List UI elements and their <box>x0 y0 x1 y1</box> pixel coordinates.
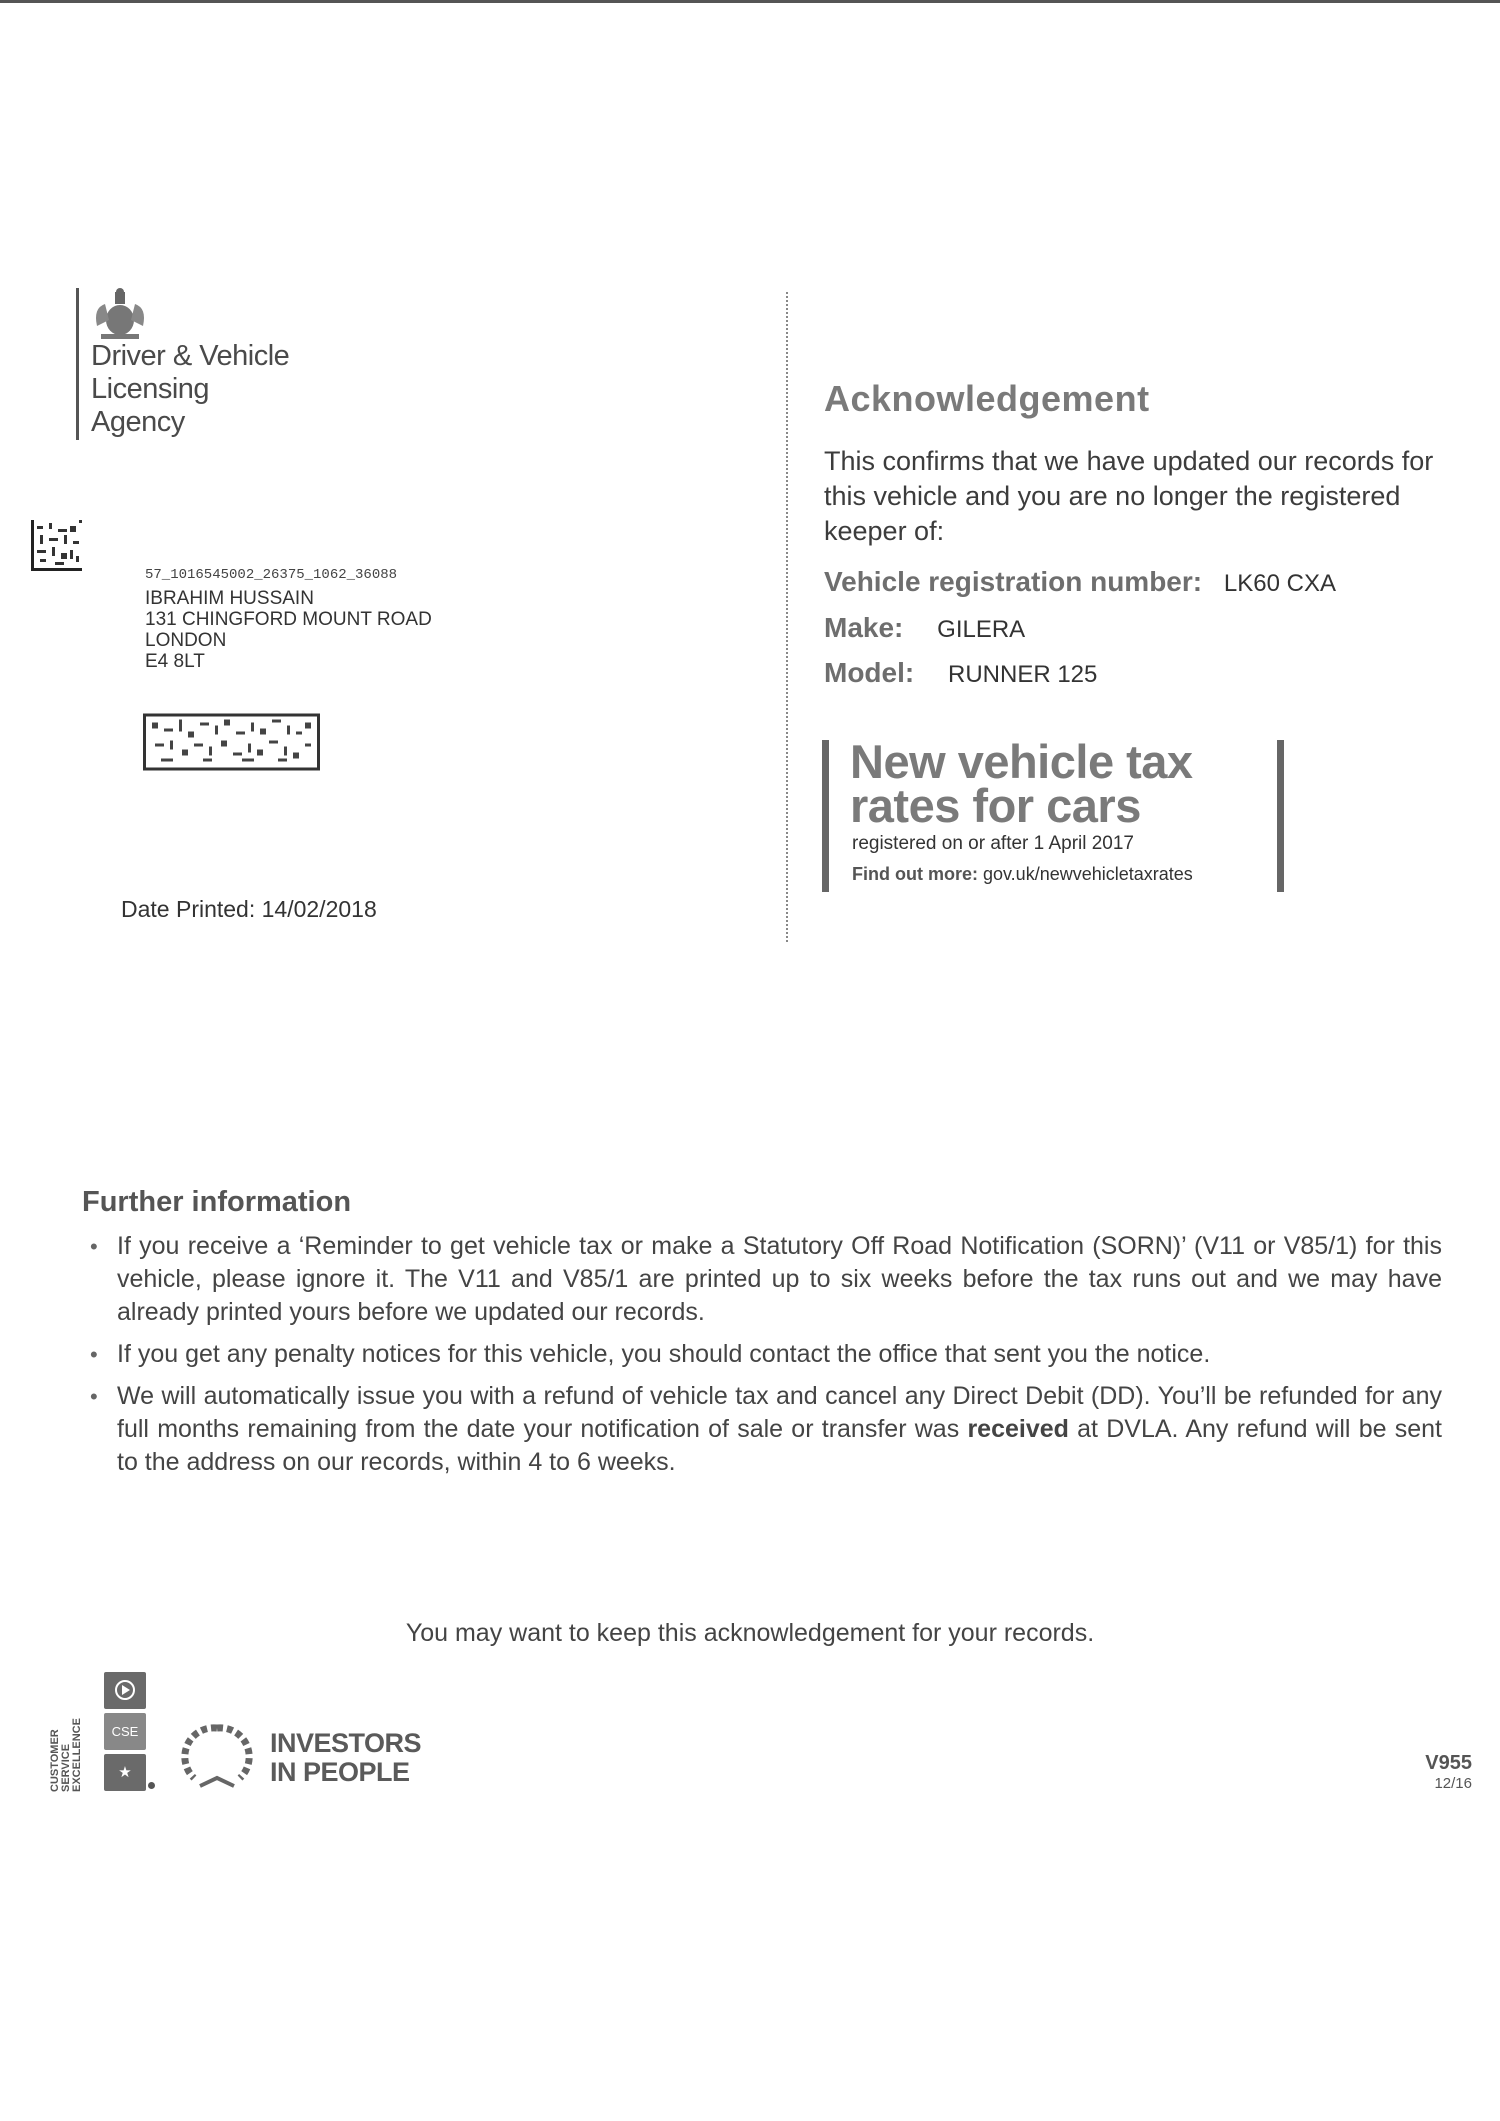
make-row <box>824 612 1025 644</box>
datamatrix-barcode <box>31 520 82 571</box>
headline-line-1: New vehicle tax <box>850 735 1193 788</box>
list-item: • If you get any penalty notices for this vehicle, you should contact the office that sent you the notice. <box>82 1338 1442 1371</box>
acknowledgement-body: This confirms that we have updated our records for this vehicle and you are no longer the registered keeper of: <box>824 446 1434 546</box>
keep-for-records-note: You may want to keep this acknowledgement for your records. <box>405 1619 1095 1647</box>
tax-rates-notice <box>822 735 1284 892</box>
iip-line-2: IN PEOPLE <box>270 1757 410 1787</box>
model-row <box>824 657 1097 689</box>
registration-value: LK60 CXA <box>1223 570 1336 597</box>
registration-label: Vehicle registration number: <box>824 566 1203 597</box>
notice-bar-left <box>822 740 829 892</box>
perforation-divider <box>786 292 788 942</box>
form-code <box>1425 1752 1472 1792</box>
headline-line-2: rates for cars <box>850 779 1141 832</box>
registration-row <box>824 566 1336 598</box>
further-information-list <box>82 1230 1442 1488</box>
play-icon <box>104 1672 146 1709</box>
agency-name-line-1: Driver & Vehicle <box>91 340 290 372</box>
tax-notice-headline <box>850 735 1193 832</box>
agency-name-line-2: Licensing <box>91 373 210 405</box>
list-item: • If you receive a ‘Reminder to get vehicle tax or make a Statutory Off Road Notification (SORN)’ (V11 or V85/1) for this vehicle, please ignore it. The V11 and V85/1 are printed up to six weeks before the tax runs out and we may have already printed yours before we updated our records. <box>82 1230 1442 1329</box>
tax-notice-subtitle: registered on or after 1 April 2017 <box>852 833 1135 854</box>
cse-logo-text: CUSTOMER SERVICE EXCELLENCE <box>49 1718 83 1792</box>
notice-bar-right <box>1277 740 1284 892</box>
mail-reference: 57_1016545002_26375_1062_36088 <box>145 567 398 583</box>
agency-name-line-3: Agency <box>91 406 185 438</box>
find-out-url: gov.uk/newvehicletaxrates <box>983 864 1193 884</box>
scan-top-edge <box>0 0 1500 3</box>
tax-notice-find-out-more <box>852 864 1193 885</box>
investors-in-people-logo <box>270 1729 421 1787</box>
acknowledgement-title: Acknowledgement <box>824 378 1150 419</box>
model-label: Model: <box>824 657 915 688</box>
refund-text-start: We will automatically issue you with a refund of vehicle tax and cancel any Direct Debit (DD). You’ll be refunded for any full months remaining from the date your notification of sale or transfer was <box>117 1382 1442 1443</box>
form-number: V955 <box>1425 1752 1472 1774</box>
make-value: GILERA <box>937 616 1026 643</box>
dvla-logo <box>76 288 289 440</box>
address-line: IBRAHIM HUSSAIN <box>145 588 314 609</box>
recipient-address <box>145 588 432 672</box>
iip-line-1: INVESTORS <box>270 1728 422 1758</box>
model-value: RUNNER 125 <box>948 661 1098 688</box>
make-label: Make: <box>824 612 904 643</box>
find-out-label: Find out more: <box>852 864 978 884</box>
address-line: LONDON <box>145 630 227 651</box>
refund-text-end: at DVLA. Any refund will be sent to the address on our records, within 4 to 6 weeks. <box>117 1415 1442 1476</box>
refund-text-emphasis: received <box>967 1415 1069 1443</box>
cse-badge: CSE <box>104 1713 146 1750</box>
registered-mark-dot <box>148 1782 155 1789</box>
date-printed: Date Printed: 14/02/2018 <box>121 896 377 922</box>
royal-crest-icon <box>91 286 149 340</box>
star-icon: ★ <box>104 1754 146 1791</box>
list-item <box>82 1380 1442 1479</box>
postal-barcode <box>143 713 320 771</box>
further-information-title: Further information <box>82 1186 352 1218</box>
form-revision: 12/16 <box>1434 1775 1472 1792</box>
address-line: E4 8LT <box>145 651 205 672</box>
laurel-wreath-icon <box>180 1720 254 1794</box>
address-line: 131 CHINGFORD MOUNT ROAD <box>145 609 432 630</box>
